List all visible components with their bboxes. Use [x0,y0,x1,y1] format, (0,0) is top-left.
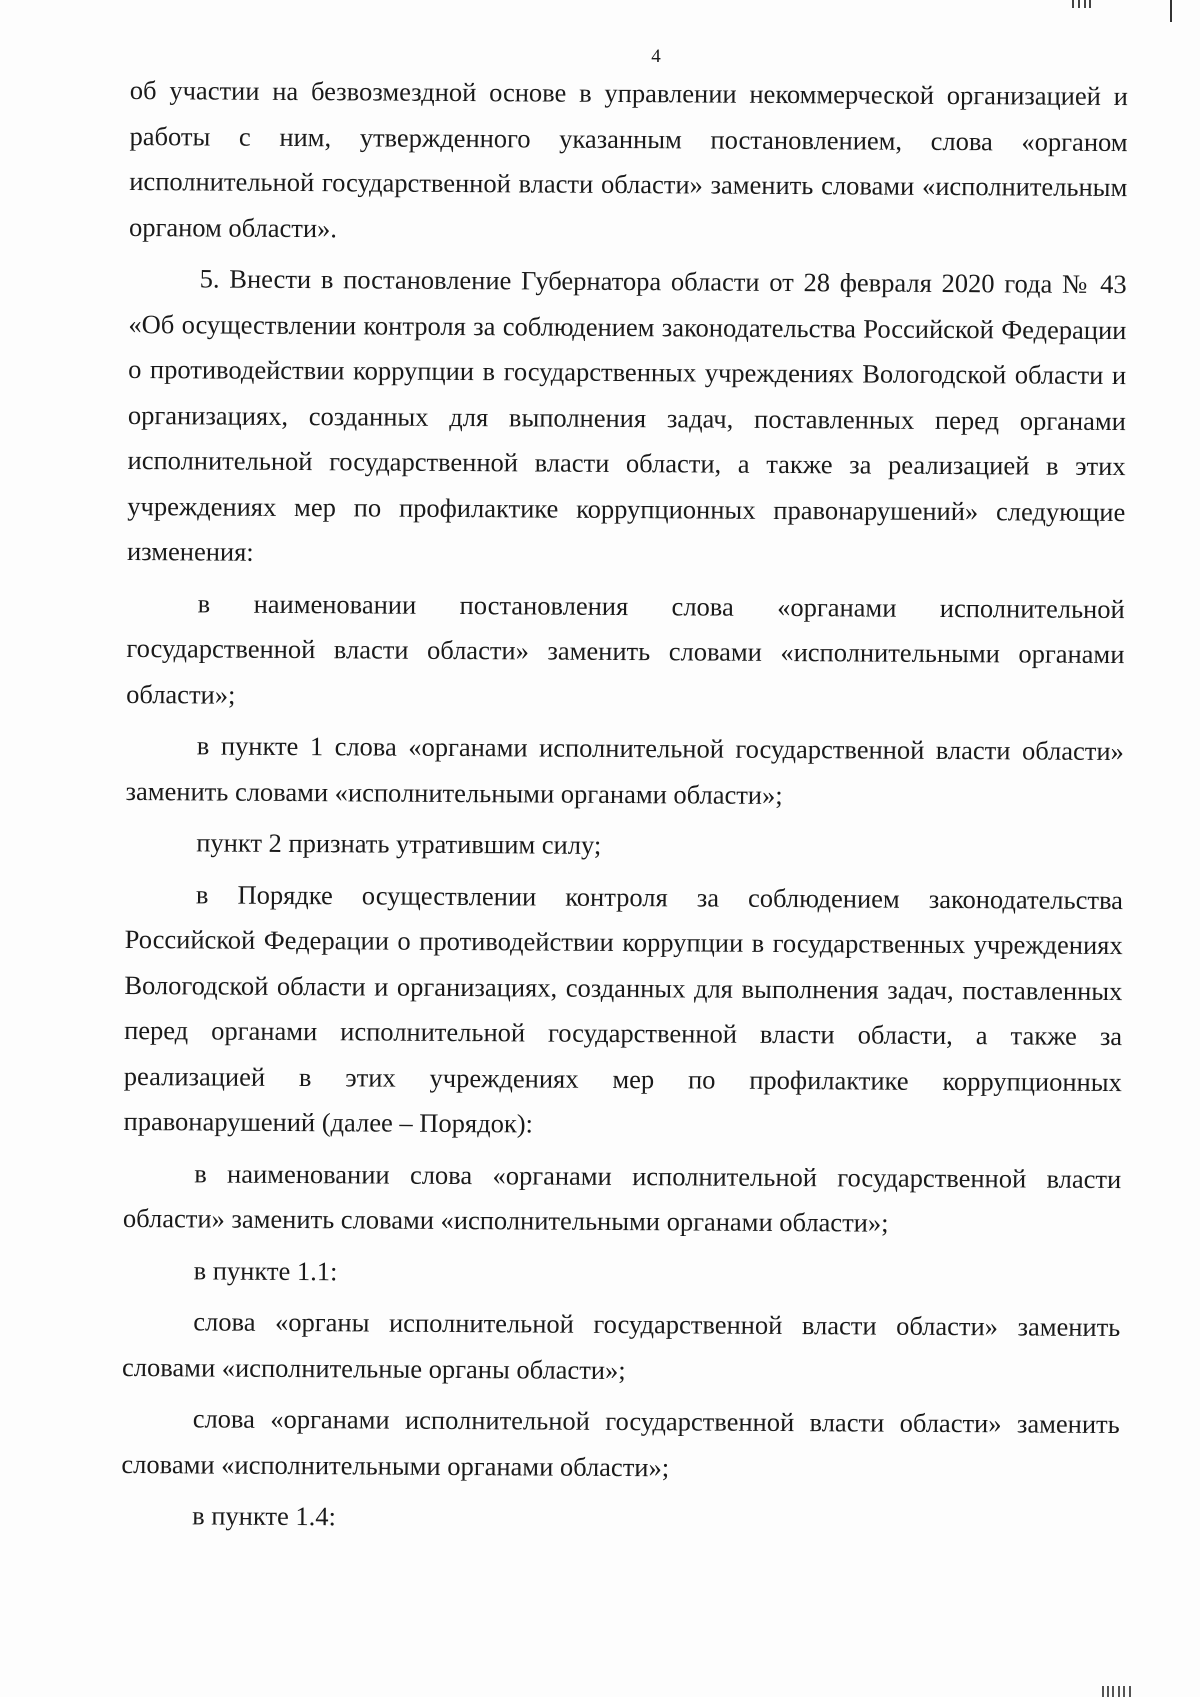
document-body [121,68,1128,1551]
paragraph: пункт 2 признать утратившим силу; [196,827,602,860]
scan-bottom-marks [1102,1686,1172,1697]
paragraph: в пункте 1 слова «органами исполнительной государственной власти области» заменить словами «исполнительными органами области»; [125,730,1124,810]
page-number: 4 [651,46,661,67]
paragraph: в пункте 1.4: [192,1500,336,1532]
paragraph: 5. Внести в постановление Губернатора области от 28 февраля 2020 года № 43 «Об осуществлении контроля за соблюдением законодательства Российской Федерации о противодействии коррупции в государственных учреждениях Вологодской области и организациях, созданных для выполнения задач, поставленных перед органами исполнительной государственной власти области, а также за реализацией в этих учреждениях мер по профилактике коррупционных правонарушений» следующие изменения: [126,263,1127,567]
paragraph: в Порядке осуществлении контроля за соблюдением законодательства Российской Федерации о противодействии коррупции в государственных учреждениях Вологодской области и организациях, созданных для выполнения задач, поставленных перед органами исполнительной государственной власти области, а также за реализацией в этих учреждениях мер по профилактике коррупционных правонарушений (далее – Порядок): [123,878,1124,1139]
paragraph: слова «органы исполнительной государственной власти области» заменить словами «исполнительные органы области»; [121,1306,1121,1385]
paragraph: в наименовании слова «органами исполнительной государственной власти области» заменить словами «исполнительными органами области»; [122,1157,1122,1238]
scan-corner-marks [1062,0,1172,14]
paragraph: в наименовании постановления слова «органами исполнительной государственной власти области» заменить словами «исполнительными органами области»; [126,587,1125,710]
paragraph: слова «органами исполнительной государственной власти области» заменить словами «исполнительными органами области»; [121,1403,1120,1482]
paragraph: в пункте 1.1: [193,1254,338,1286]
paragraph: об участии на безвозмездной основе в управлении некоммерческой организацией и работы с ним, утвержденного указанным постановлением, слова «органом исполнительной государственной власти области» заменить словами «исполнительным органом области». [128,74,1128,243]
